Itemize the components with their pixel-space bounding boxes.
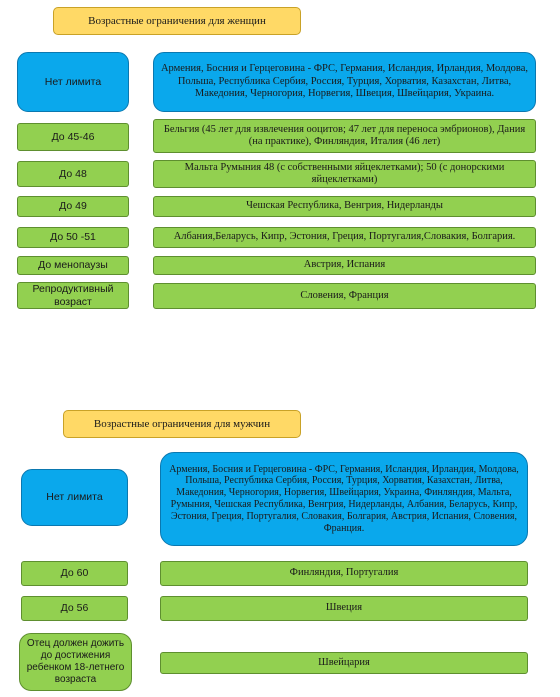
men-countries-no-limit: Армения, Босния и Герцеговина - ФРС, Германия, Исландия, Ирландия, Молдова, Польша, Республика Сербия, Россия, Турция, Хорватия, Казахстан, Литва, Македония, Черногория, Норвегия, Швейцария, Украина, Финляндия, Мальта, Румыния, Чешская Республика, Венгрия, Нидерланды, Албания, Беларусь, Кипр, Эстония, Греция, Португалия, Словакия, Болгария, Австрия, Испания, Словения, Франция. (160, 452, 528, 546)
women-category-49: До 49 (17, 196, 129, 217)
women-category-45-46: До 45-46 (17, 123, 129, 151)
men-category-father-until-child-18: Отец должен дожить до достижения ребенком 18-летнего возраста (19, 633, 132, 691)
women-category-50-51: До 50 -51 (17, 227, 129, 248)
women-countries-menopause: Австрия, Испания (153, 256, 536, 275)
women-category-no-limit: Нет лимита (17, 52, 129, 112)
women-category-reproductive-age: Репродуктивный возраст (17, 282, 129, 309)
women-countries-50-51: Албания,Беларусь, Кипр, Эстония, Греция, Португалия,Словакия, Болгария. (153, 227, 536, 248)
women-countries-reproductive-age: Словения, Франция (153, 283, 536, 309)
women-category-48: До 48 (17, 161, 129, 187)
men-category-no-limit: Нет лимита (21, 469, 128, 526)
men-countries-60: Финляндия, Португалия (160, 561, 528, 586)
women-category-menopause: До менопаузы (17, 256, 129, 275)
women-countries-49: Чешская Республика, Венгрия, Нидерланды (153, 196, 536, 217)
women-countries-48: Мальта Румыния 48 (с собственными яйцеклетками); 50 (с донорскими яйцеклетками) (153, 160, 536, 188)
women-header: Возрастные ограничения для женщин (53, 7, 301, 35)
men-category-60: До 60 (21, 561, 128, 586)
women-countries-no-limit: Армения, Босния и Герцеговина - ФРС, Германия, Исландия, Ирландия, Молдова, Польша, Республика Сербия, Россия, Турция, Хорватия, Казахстан, Литва, Македония, Черногория, Норвегия, Швеция, Швейцария, Украина. (153, 52, 536, 112)
men-countries-father-until-child-18: Швейцария (160, 652, 528, 674)
women-countries-45-46: Бельгия (45 лет для извлечения ооцитов; 47 лет для переноса эмбрионов), Дания (на практике), Финляндия, Италия (46 лет) (153, 119, 536, 153)
men-countries-56: Швеция (160, 596, 528, 621)
men-header: Возрастные ограничения для мужчин (63, 410, 301, 438)
men-category-56: До 56 (21, 596, 128, 621)
